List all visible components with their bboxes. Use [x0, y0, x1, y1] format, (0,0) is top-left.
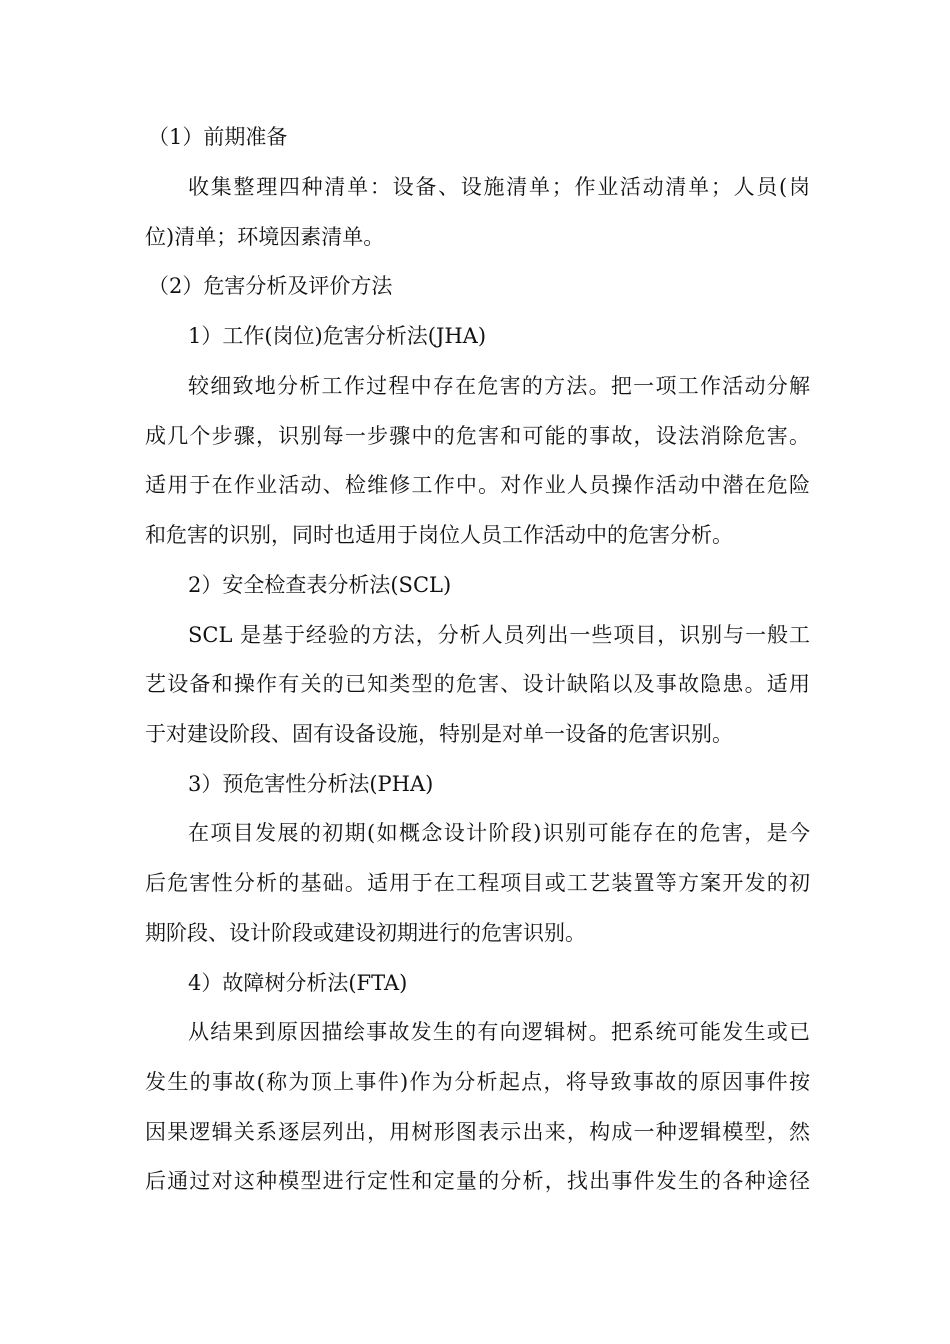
paragraph-line: SCL 是基于经验的方法，分析人员列出一些项目，识别与一般工 — [188, 623, 810, 647]
paragraph-line: 在项目发展的初期(如概念设计阶段)识别可能存在的危害，是今 — [188, 821, 810, 845]
paragraph-line: 适用于在作业活动、检维修工作中。对作业人员操作活动中潜在危险 — [145, 473, 810, 497]
paragraph-line: 和危害的识别，同时也适用于岗位人员工作活动中的危害分析。 — [145, 523, 733, 547]
subheading-scl: 2）安全检查表分析法(SCL) — [188, 573, 452, 597]
section-heading-preparation: （1）前期准备 — [148, 125, 288, 149]
paragraph-line: 从结果到原因描绘事故发生的有向逻辑树。把系统可能发生或已 — [188, 1020, 810, 1044]
paragraph-line: 因果逻辑关系逐层列出，用树形图表示出来，构成一种逻辑模型，然 — [145, 1120, 810, 1144]
paragraph-line: 成几个步骤，识别每一步骤中的危害和可能的事故，设法消除危害。 — [145, 424, 810, 448]
paragraph-line: 位)清单；环境因素清单。 — [145, 225, 385, 249]
section-heading-methods: （2）危害分析及评价方法 — [148, 274, 393, 298]
subheading-jha: 1）工作(岗位)危害分析法(JHA) — [188, 324, 487, 348]
paragraph-line: 期阶段、设计阶段或建设初期进行的危害识别。 — [145, 921, 586, 945]
paragraph-line: 于对建设阶段、固有设备设施，特别是对单一设备的危害识别。 — [145, 722, 733, 746]
paragraph-line: 后通过对这种模型进行定性和定量的分析，找出事件发生的各种途径 — [145, 1169, 810, 1193]
paragraph-line: 发生的事故(称为顶上事件)作为分析起点，将导致事故的原因事件按 — [145, 1070, 810, 1094]
subheading-pha: 3）预危害性分析法(PHA) — [188, 772, 434, 796]
paragraph-line: 后危害性分析的基础。适用于在工程项目或工艺装置等方案开发的初 — [145, 871, 810, 895]
paragraph-line: 收集整理四种清单：设备、设施清单；作业活动清单；人员(岗 — [188, 175, 810, 199]
paragraph-line: 较细致地分析工作过程中存在危害的方法。把一项工作活动分解 — [188, 374, 810, 398]
paragraph-line: 艺设备和操作有关的已知类型的危害、设计缺陷以及事故隐患。适用 — [145, 672, 810, 696]
subheading-fta: 4）故障树分析法(FTA) — [188, 971, 408, 995]
